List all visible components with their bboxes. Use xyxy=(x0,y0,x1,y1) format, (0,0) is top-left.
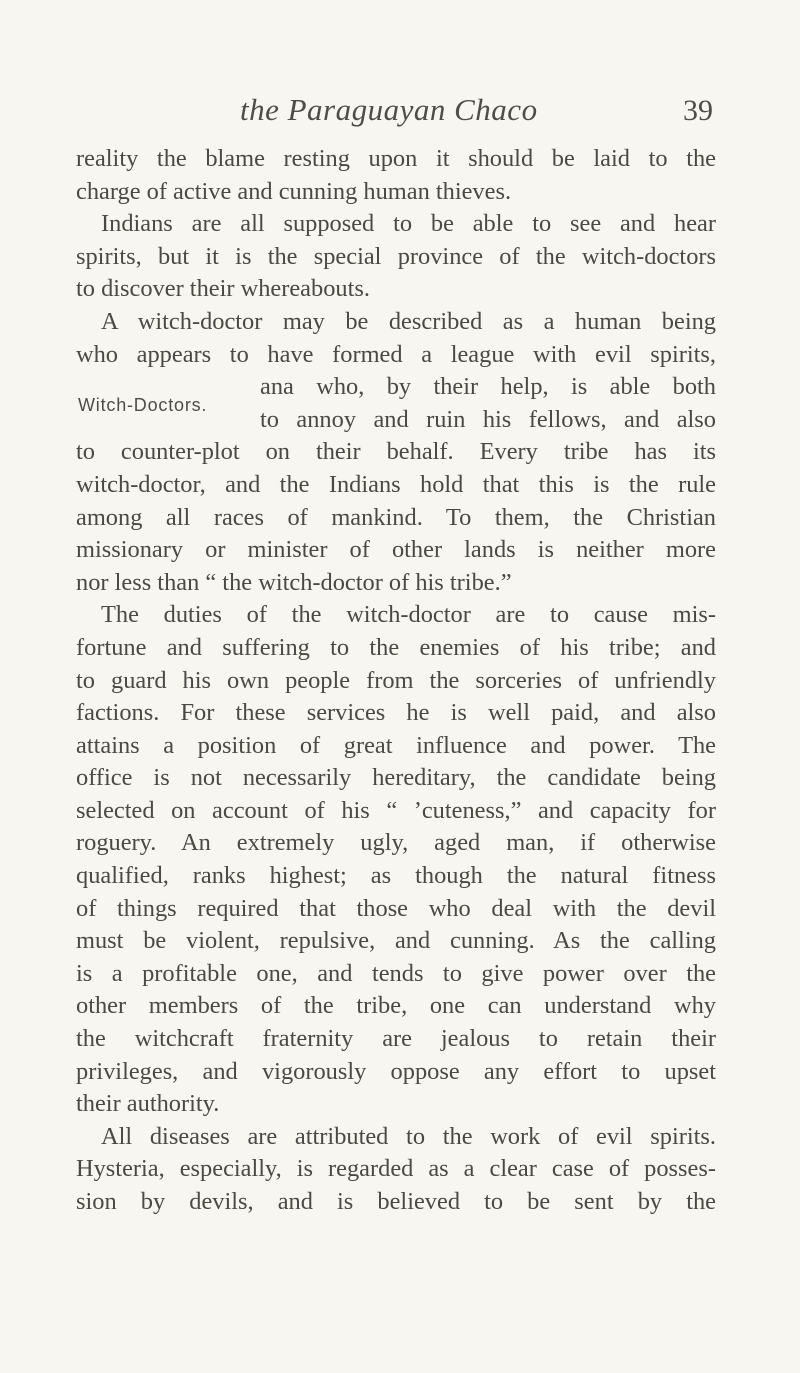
text-line: A witch-doctor may be described as a human being xyxy=(101,307,716,335)
paragraph-block-after xyxy=(76,436,716,1218)
text-line: fortune and suffering to the enemies of his tribe; and xyxy=(76,633,716,661)
body-text xyxy=(76,143,716,1219)
text-line: nor less than “ the witch-doctor of his tribe.” xyxy=(76,568,512,596)
text-line: roguery. An extremely ugly, aged man, if otherwise xyxy=(76,829,716,857)
text-line: selected on account of his “ ’cuteness,” and capacity for xyxy=(76,796,716,824)
text-line: is a profitable one, and tends to give power over the xyxy=(76,959,716,987)
text-line: reality the blame resting upon it should be laid to the xyxy=(76,145,716,172)
text-line: ana who, by their help, is able both xyxy=(260,373,716,401)
text-line: charge of active and cunning human thieves. xyxy=(76,177,512,205)
text-line: Indians are all supposed to be able to see and hear xyxy=(101,210,716,238)
text-line: All diseases are attributed to the work of evil spirits. xyxy=(101,1122,716,1150)
text-line: office is not necessarily hereditary, the candidate being xyxy=(76,764,716,792)
running-title: the Paraguayan Chaco xyxy=(240,92,538,127)
running-head xyxy=(0,92,800,132)
text-line: must be violent, repulsive, and cunning. As the calling xyxy=(76,927,716,955)
sidenote-row xyxy=(76,371,716,436)
text-line: their authority. xyxy=(76,1090,220,1118)
text-line: factions. For these services he is well paid, and also xyxy=(76,699,716,727)
text-line: among all races of mankind. To them, the Christian xyxy=(76,503,716,531)
text-line: who appears to have formed a league with evil spirits, xyxy=(76,340,716,368)
text-line: witch-doctor, and the Indians hold that this is the rule xyxy=(76,470,716,498)
text-line: to counter-plot on their behalf. Every tribe has its xyxy=(76,438,716,466)
text-line: of things required that those who deal with the devil xyxy=(76,894,716,922)
margin-sidenote: Witch-Doctors. xyxy=(78,395,208,416)
text-line: attains a position of great influence and power. The xyxy=(76,731,716,759)
text-line: Hysteria, especially, is regarded as a clear case of posses- xyxy=(76,1155,716,1183)
text-line: to discover their whereabouts. xyxy=(76,275,370,303)
text-line: qualified, ranks highest; as though the natural fitness xyxy=(76,862,716,890)
text-line: privileges, and vigorously oppose any effort to upset xyxy=(76,1057,716,1085)
text-line: missionary or minister of other lands is neither more xyxy=(76,536,716,564)
text-line: the witchcraft fraternity are jealous to retain their xyxy=(76,1025,716,1053)
text-line: to annoy and ruin his fellows, and also xyxy=(260,405,716,433)
text-line: to guard his own people from the sorceries of unfriendly xyxy=(76,666,716,694)
text-line: spirits, but it is the special province of the witch-doctors xyxy=(76,242,716,270)
sidenote-text-lines xyxy=(260,371,716,436)
text-line: The duties of the witch-doctor are to cause mis- xyxy=(101,601,716,629)
page-number: 39 xyxy=(683,94,713,127)
paragraph-block-before xyxy=(76,143,716,371)
text-line: sion by devils, and is believed to be sent by the xyxy=(76,1188,716,1215)
text-line: other members of the tribe, one can understand why xyxy=(76,992,716,1020)
